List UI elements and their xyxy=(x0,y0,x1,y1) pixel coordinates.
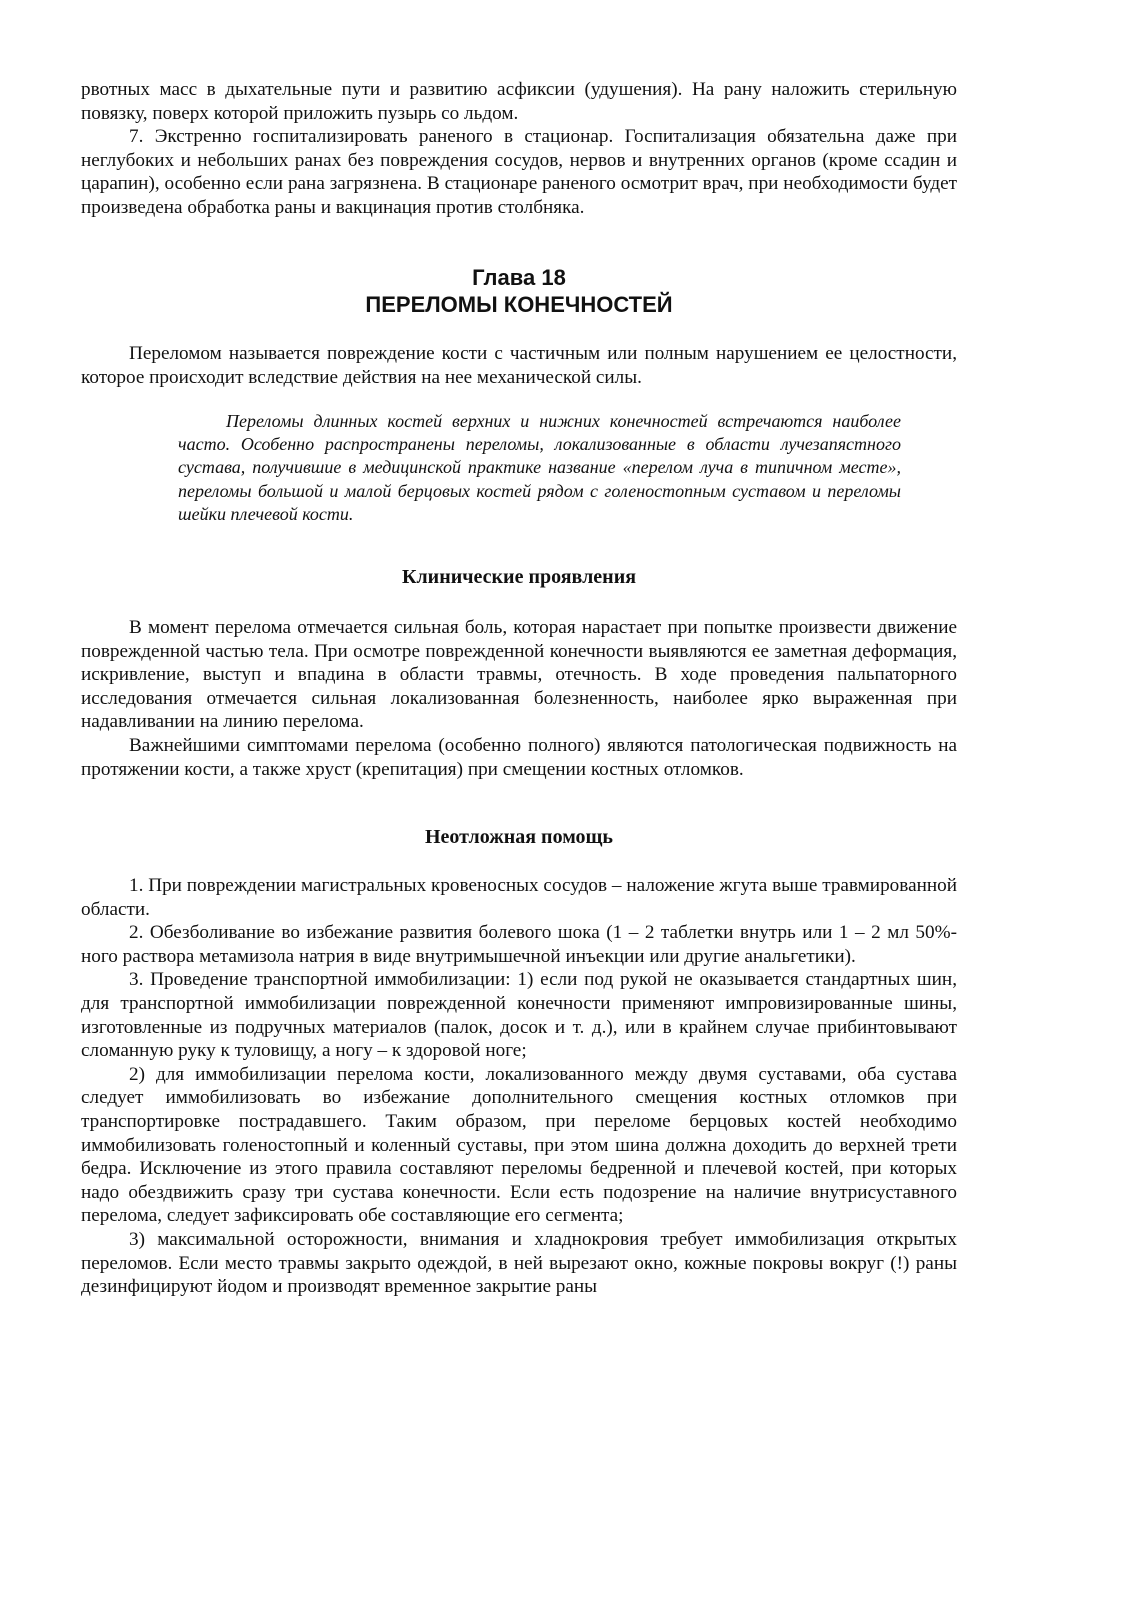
emergency-item-2: 2. Обезболивание во избежание развития болевого шока (1 – 2 таблетки внутрь или 1 – 2 мл 50%-ного раствора метамизола натрия в виде внутримышечной инъекции или другие анальгетики). xyxy=(81,922,957,967)
emergency-item-3-3: 3) максимальной осторожности, внимания и хладнокровия требует иммобилизация открытых переломов. Если место травмы закрыто одеждой, в ней вырезают окно, кожные покровы вокруг (!) раны дезинфицируют йодом и производят временное закрытие раны xyxy=(81,1228,957,1298)
top-continuation xyxy=(81,78,957,220)
italic-note: Переломы длинных костей верхних и нижних конечностей встречаются наиболее часто. Особенно распространены переломы, локализованные в области лучезапястного сустава, получившие в медицинской практике название «перелом луча в типичном месте», переломы большой и малой берцовых костей рядом с голеностопным суставом и переломы шейки плечевой кости. xyxy=(178,411,901,524)
chapter-title: ПЕРЕЛОМЫ КОНЕЧНОСТЕЙ xyxy=(365,292,673,317)
chapter-number: Глава 18 xyxy=(472,265,566,290)
definition-block xyxy=(81,342,957,389)
section-heading-clinical: Клинические проявления xyxy=(401,566,637,588)
clinical-paragraph-2: Важнейшими симптомами перелома (особенно полного) являются патологическая подвижность на протяжении кости, а также хруст (крепитация) при смещении костных отломков. xyxy=(81,734,957,780)
emergency-item-3: 3. Проведение транспортной иммобилизации: 1) если под рукой не оказывается стандартных шин, для транспортной иммобилизации поврежденной конечности применяют импровизированные шины, изготовленные из подручных материалов (палок, досок и т. д.), или в крайнем случае прибинтовывают сломанную руку к туловищу, а ногу – к здоровой ноге; xyxy=(81,969,957,1062)
emergency-section xyxy=(81,874,957,1299)
emergency-item-3-2: 2) для иммобилизации перелома кости, локализованного между двумя суставами, оба сустава следует иммобилизовать во избежание дополнительного смещения костных отломков при транспортировке пострадавшего. Таким образом, при переломе берцовых костей необходимо иммобилизовать голеностопный и коленный суставы, при этом шина должна доходить до верхней трети бедра. Исключение из этого правила составляют переломы бедренной и плечевой костей, при которых надо обездвижить сразу три сустава конечности. Если есть подозрение на наличие внутрисуставного перелома, следует зафиксировать обе составляющие его сегмента; xyxy=(81,1063,957,1227)
clinical-section xyxy=(81,616,957,781)
section-heading-emergency: Неотложная помощь xyxy=(424,826,614,848)
definition-paragraph: Переломом называется повреждение кости с частичным или полным нарушением ее целостности, которое происходит вследствие действия на нее механической силы. xyxy=(81,343,957,388)
clinical-paragraph-1: В момент перелома отмечается сильная боль, которая нарастает при попытке произвести движение поврежденной частью тела. При осмотре поврежденной конечности выявляются ее заметная деформация, искривление, выступ и впадина в области травмы, отечность. В ходе проведения пальпаторного исследования отмечается сильная локализованная болезненность, наиболее ярко выраженная при надавливании на линию перелома. xyxy=(81,617,957,733)
emergency-item-1: 1. При повреждении магистральных кровеносных сосудов – наложение жгута выше травмированной области. xyxy=(81,875,957,920)
paragraph-continuation: рвотных масс в дыхательные пути и развитию асфиксии (удушения). На рану наложить стерильную повязку, поверх которой приложить пузырь со льдом. xyxy=(81,79,957,124)
paragraph-item-7: 7. Экстренно госпитализировать раненого в стационар. Госпитализация обязательна даже при неглубоких и небольших ранах без повреждения сосудов, нервов и внутренних органов (кроме ссадин и царапин), особенно если рана загрязнена. В стационаре раненого осмотрит врач, при необходимости будет произведена обработка раны и вакцинация против столбняка. xyxy=(81,126,957,218)
